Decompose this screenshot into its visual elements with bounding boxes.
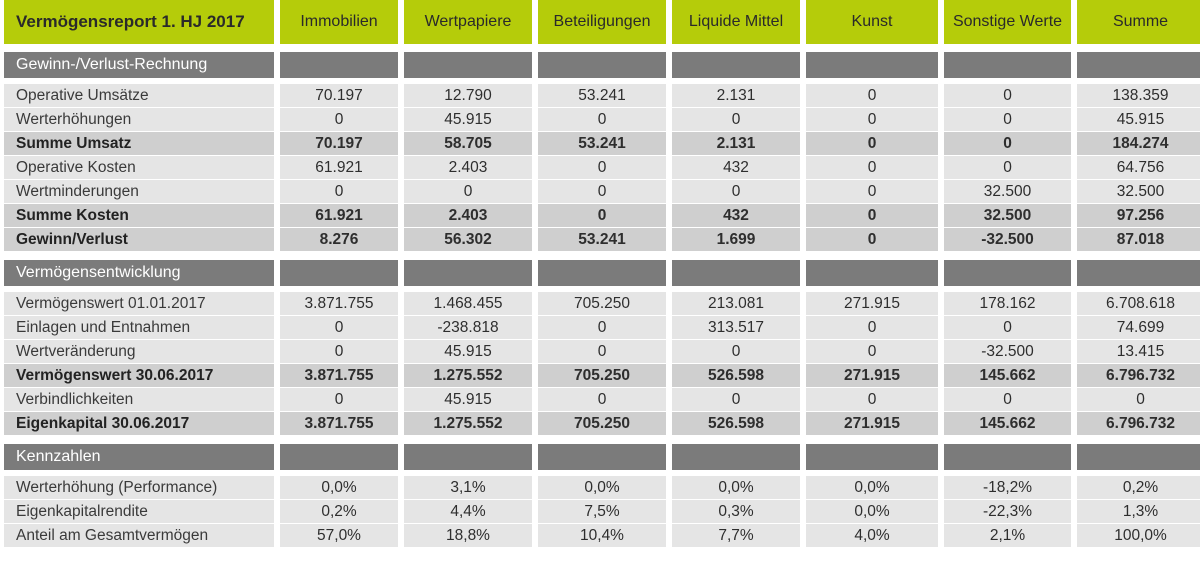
section-header-cell (538, 444, 666, 470)
column-header-wertpapiere: Wertpapiere (404, 0, 532, 44)
value-cell: 0 (806, 340, 938, 364)
value-cell: 61.921 (280, 156, 398, 180)
value-cell: 6.796.732 (1077, 364, 1200, 388)
value-cell: 0,3% (672, 500, 800, 524)
spacer-cell (4, 252, 274, 260)
value-cell: 64.756 (1077, 156, 1200, 180)
column-header-kunst: Kunst (806, 0, 938, 44)
value-cell: 0 (944, 108, 1071, 132)
value-cell: 0,0% (672, 476, 800, 500)
section-header-cell (280, 444, 398, 470)
spacer-cell (672, 44, 800, 52)
section-header-cell (1077, 52, 1200, 78)
row-label: Vermögenswert 30.06.2017 (4, 364, 274, 388)
value-cell: 0,0% (806, 500, 938, 524)
row-label: Werterhöhung (Performance) (4, 476, 274, 500)
value-cell: 13.415 (1077, 340, 1200, 364)
row-label: Eigenkapital 30.06.2017 (4, 412, 274, 436)
value-cell: 0,2% (280, 500, 398, 524)
value-cell: 45.915 (404, 388, 532, 412)
value-cell: 0 (538, 340, 666, 364)
value-cell: 0 (944, 316, 1071, 340)
value-cell: 0 (1077, 388, 1200, 412)
section-header-cell (538, 260, 666, 286)
value-cell: 0 (944, 132, 1071, 156)
spacer-cell (280, 436, 398, 444)
value-cell: 70.197 (280, 84, 398, 108)
value-cell: 0 (538, 156, 666, 180)
value-cell: 1.699 (672, 228, 800, 252)
value-cell: 145.662 (944, 412, 1071, 436)
value-cell: 0 (806, 316, 938, 340)
value-cell: 0 (806, 132, 938, 156)
value-cell: 6.796.732 (1077, 412, 1200, 436)
report-table (4, 0, 1200, 548)
value-cell: 0 (538, 204, 666, 228)
column-header-beteiligungen: Beteiligungen (538, 0, 666, 44)
value-cell: 271.915 (806, 364, 938, 388)
section-header-cell (280, 52, 398, 78)
value-cell: 271.915 (806, 412, 938, 436)
row-label: Summe Umsatz (4, 132, 274, 156)
value-cell: 0 (404, 180, 532, 204)
spacer-cell (538, 252, 666, 260)
section-title: Gewinn-/Verlust-Rechnung (4, 52, 274, 78)
value-cell: 97.256 (1077, 204, 1200, 228)
value-cell: 4,0% (806, 524, 938, 548)
spacer-cell (280, 44, 398, 52)
row-label: Eigenkapitalrendite (4, 500, 274, 524)
value-cell: 313.517 (672, 316, 800, 340)
value-cell: 705.250 (538, 292, 666, 316)
column-header-summe: Summe (1077, 0, 1200, 44)
value-cell: 3,1% (404, 476, 532, 500)
value-cell: 45.915 (404, 340, 532, 364)
spacer-cell (4, 44, 274, 52)
value-cell: 3.871.755 (280, 412, 398, 436)
value-cell: 2,1% (944, 524, 1071, 548)
value-cell: 1.468.455 (404, 292, 532, 316)
spacer-cell (672, 436, 800, 444)
spacer-cell (672, 252, 800, 260)
section-header-cell (806, 444, 938, 470)
value-cell: 57,0% (280, 524, 398, 548)
section-title: Vermögensentwicklung (4, 260, 274, 286)
section-header-cell (404, 260, 532, 286)
section-header-cell (672, 444, 800, 470)
value-cell: 3.871.755 (280, 364, 398, 388)
row-label: Wertveränderung (4, 340, 274, 364)
value-cell: 184.274 (1077, 132, 1200, 156)
spacer-cell (944, 436, 1071, 444)
spacer-cell (806, 252, 938, 260)
row-label: Vermögenswert 01.01.2017 (4, 292, 274, 316)
value-cell: 0 (672, 340, 800, 364)
value-cell: 705.250 (538, 364, 666, 388)
value-cell: 56.302 (404, 228, 532, 252)
value-cell: 0 (280, 316, 398, 340)
value-cell: 2.403 (404, 156, 532, 180)
value-cell: 0 (538, 180, 666, 204)
value-cell: 0 (806, 180, 938, 204)
spacer-cell (280, 252, 398, 260)
value-cell: 178.162 (944, 292, 1071, 316)
value-cell: 271.915 (806, 292, 938, 316)
section-header-cell (538, 52, 666, 78)
section-header-cell (806, 52, 938, 78)
column-header-immobilien: Immobilien (280, 0, 398, 44)
value-cell: 213.081 (672, 292, 800, 316)
value-cell: 6.708.618 (1077, 292, 1200, 316)
section-header-cell (1077, 444, 1200, 470)
column-header-liquide-mittel: Liquide Mittel (672, 0, 800, 44)
value-cell: 53.241 (538, 132, 666, 156)
section-header-cell (944, 52, 1071, 78)
section-header-cell (1077, 260, 1200, 286)
spacer-cell (538, 44, 666, 52)
value-cell: 0 (806, 388, 938, 412)
value-cell: 1,3% (1077, 500, 1200, 524)
value-cell: 87.018 (1077, 228, 1200, 252)
spacer-cell (538, 436, 666, 444)
section-header-cell (806, 260, 938, 286)
value-cell: 53.241 (538, 228, 666, 252)
section-title: Kennzahlen (4, 444, 274, 470)
value-cell: 2.131 (672, 132, 800, 156)
report-title: Vermögensreport 1. HJ 2017 (4, 0, 274, 44)
value-cell: 32.500 (944, 204, 1071, 228)
spacer-cell (944, 44, 1071, 52)
value-cell: 138.359 (1077, 84, 1200, 108)
value-cell: 0,2% (1077, 476, 1200, 500)
value-cell: 0 (538, 388, 666, 412)
value-cell: 1.275.552 (404, 412, 532, 436)
value-cell: 0 (944, 388, 1071, 412)
value-cell: 0 (280, 108, 398, 132)
spacer-cell (806, 436, 938, 444)
spacer-cell (1077, 44, 1200, 52)
value-cell: 0 (806, 84, 938, 108)
value-cell: 32.500 (944, 180, 1071, 204)
value-cell: 0,0% (538, 476, 666, 500)
spacer-cell (1077, 436, 1200, 444)
section-header-cell (672, 260, 800, 286)
value-cell: 0,0% (806, 476, 938, 500)
spacer-cell (806, 44, 938, 52)
value-cell: 0 (806, 108, 938, 132)
value-cell: 0 (944, 156, 1071, 180)
row-label: Operative Kosten (4, 156, 274, 180)
value-cell: 4,4% (404, 500, 532, 524)
value-cell: 0 (672, 180, 800, 204)
section-header-cell (944, 260, 1071, 286)
value-cell: 0 (538, 316, 666, 340)
value-cell: 1.275.552 (404, 364, 532, 388)
spacer-cell (404, 44, 532, 52)
value-cell: 432 (672, 156, 800, 180)
spacer-cell (944, 252, 1071, 260)
value-cell: 0 (672, 108, 800, 132)
value-cell: 145.662 (944, 364, 1071, 388)
value-cell: 0 (806, 228, 938, 252)
value-cell: 100,0% (1077, 524, 1200, 548)
value-cell: 32.500 (1077, 180, 1200, 204)
row-label: Summe Kosten (4, 204, 274, 228)
value-cell: 18,8% (404, 524, 532, 548)
value-cell: 0 (280, 340, 398, 364)
value-cell: 526.598 (672, 412, 800, 436)
row-label: Werterhöhungen (4, 108, 274, 132)
value-cell: 58.705 (404, 132, 532, 156)
value-cell: 2.403 (404, 204, 532, 228)
value-cell: -238.818 (404, 316, 532, 340)
value-cell: 45.915 (404, 108, 532, 132)
value-cell: 0 (806, 156, 938, 180)
value-cell: 526.598 (672, 364, 800, 388)
value-cell: 0 (280, 388, 398, 412)
value-cell: 3.871.755 (280, 292, 398, 316)
value-cell: -32.500 (944, 340, 1071, 364)
section-header-cell (944, 444, 1071, 470)
section-header-cell (280, 260, 398, 286)
row-label: Verbindlichkeiten (4, 388, 274, 412)
row-label: Anteil am Gesamtvermögen (4, 524, 274, 548)
value-cell: 70.197 (280, 132, 398, 156)
value-cell: 74.699 (1077, 316, 1200, 340)
value-cell: 0 (538, 108, 666, 132)
value-cell: 12.790 (404, 84, 532, 108)
value-cell: 10,4% (538, 524, 666, 548)
spacer-cell (4, 436, 274, 444)
column-header-sonstige-werte: Sonstige Werte (944, 0, 1071, 44)
value-cell: 0 (672, 388, 800, 412)
value-cell: 7,7% (672, 524, 800, 548)
spacer-cell (404, 436, 532, 444)
value-cell: 432 (672, 204, 800, 228)
value-cell: 8.276 (280, 228, 398, 252)
value-cell: 61.921 (280, 204, 398, 228)
value-cell: -22,3% (944, 500, 1071, 524)
value-cell: 45.915 (1077, 108, 1200, 132)
row-label: Gewinn/Verlust (4, 228, 274, 252)
value-cell: 0,0% (280, 476, 398, 500)
value-cell: -18,2% (944, 476, 1071, 500)
value-cell: 0 (944, 84, 1071, 108)
section-header-cell (404, 444, 532, 470)
value-cell: 0 (806, 204, 938, 228)
value-cell: 7,5% (538, 500, 666, 524)
value-cell: 0 (280, 180, 398, 204)
value-cell: -32.500 (944, 228, 1071, 252)
spacer-cell (1077, 252, 1200, 260)
spacer-cell (404, 252, 532, 260)
value-cell: 705.250 (538, 412, 666, 436)
value-cell: 2.131 (672, 84, 800, 108)
section-header-cell (672, 52, 800, 78)
row-label: Wertminderungen (4, 180, 274, 204)
section-header-cell (404, 52, 532, 78)
row-label: Einlagen und Entnahmen (4, 316, 274, 340)
value-cell: 53.241 (538, 84, 666, 108)
row-label: Operative Umsätze (4, 84, 274, 108)
